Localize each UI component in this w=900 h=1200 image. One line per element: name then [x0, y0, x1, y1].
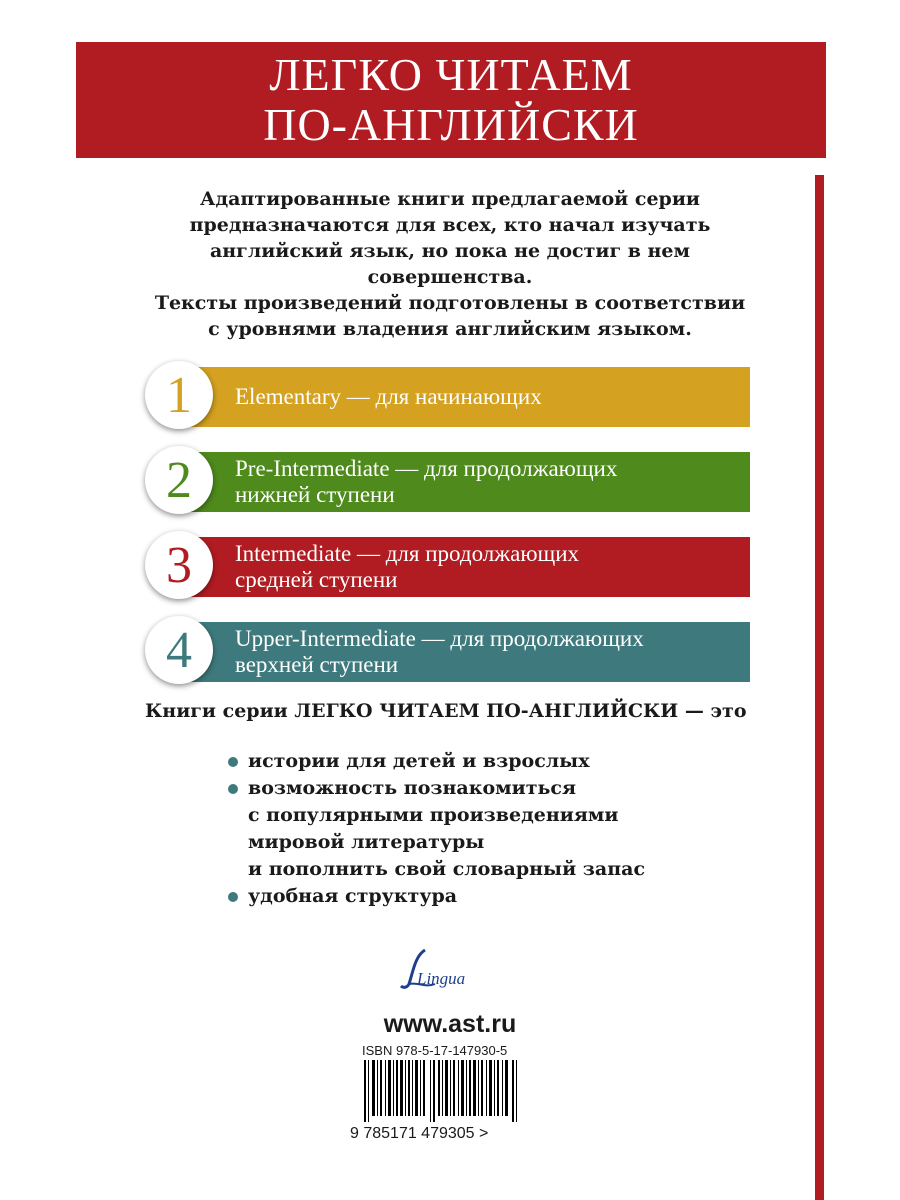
intro-paragraph-1: Адаптированные книги предлагаемой серии предназначаются для всех, кто начал изучать английский язык, но пока не достиг в нем совершенства. — [189, 188, 711, 288]
feature-item-3: удобная структура — [228, 883, 645, 910]
feature-item-2-line-3: мировой литературы — [248, 831, 485, 853]
series-title-line-2: ПО-АНГЛИЙСКИ — [263, 99, 639, 150]
level-4-label-line-2: верхней ступени — [235, 652, 399, 677]
barcode — [360, 1060, 520, 1122]
feature-item-2 — [228, 775, 645, 883]
level-1-number-badge: 1 — [145, 361, 213, 429]
level-1-label: Elementary — для начинающих — [235, 384, 542, 409]
level-3 — [145, 537, 750, 597]
barcode-digits: 9 785171 479305 > — [350, 1125, 489, 1142]
level-1-bar — [185, 367, 750, 427]
feature-item-2-line-2: с популярными произведениями — [248, 804, 619, 826]
feature-item-1: истории для детей и взрослых — [228, 748, 645, 775]
level-3-bar — [185, 537, 750, 597]
level-1 — [145, 367, 750, 427]
level-2-bar — [185, 452, 750, 512]
level-4-label-line-1: Upper-Intermediate — для продолжающих — [235, 626, 644, 651]
intro-paragraph-2: Тексты произведений подготовлены в соответствии с уровнями владения английским языком. — [154, 292, 746, 340]
feature-list — [228, 748, 645, 910]
feature-item-2-line-1: возможность познакомиться — [248, 777, 576, 799]
isbn-number: ISBN 978-5-17-147930-5 — [362, 1043, 508, 1058]
lingua-logo — [395, 944, 505, 992]
level-3-label-line-2: средней ступени — [235, 567, 398, 592]
lingua-logo-text: Lingua — [417, 969, 466, 988]
level-3-number-badge: 3 — [145, 531, 213, 599]
level-4-bar — [185, 622, 750, 682]
series-title-line-1: ЛЕГКО ЧИТАЕМ — [269, 49, 633, 100]
level-2 — [145, 452, 750, 512]
series-title-banner — [76, 42, 826, 158]
right-accent-bar — [815, 175, 824, 1200]
level-4-number-badge: 4 — [145, 616, 213, 684]
series-description-line: Книги серии ЛЕГКО ЧИТАЕМ ПО-АНГЛИЙСКИ — это — [145, 700, 747, 722]
feature-item-2-line-4: и пополнить свой словарный запас — [248, 858, 646, 880]
publisher-url: www.ast.ru — [383, 1010, 517, 1038]
level-2-number-badge: 2 — [145, 446, 213, 514]
level-3-label-line-1: Intermediate — для продолжающих — [235, 541, 580, 566]
level-2-label-line-1: Pre-Intermediate — для продолжающих — [235, 456, 618, 481]
level-4 — [145, 622, 750, 682]
level-2-label-line-2: нижней ступени — [235, 482, 395, 507]
